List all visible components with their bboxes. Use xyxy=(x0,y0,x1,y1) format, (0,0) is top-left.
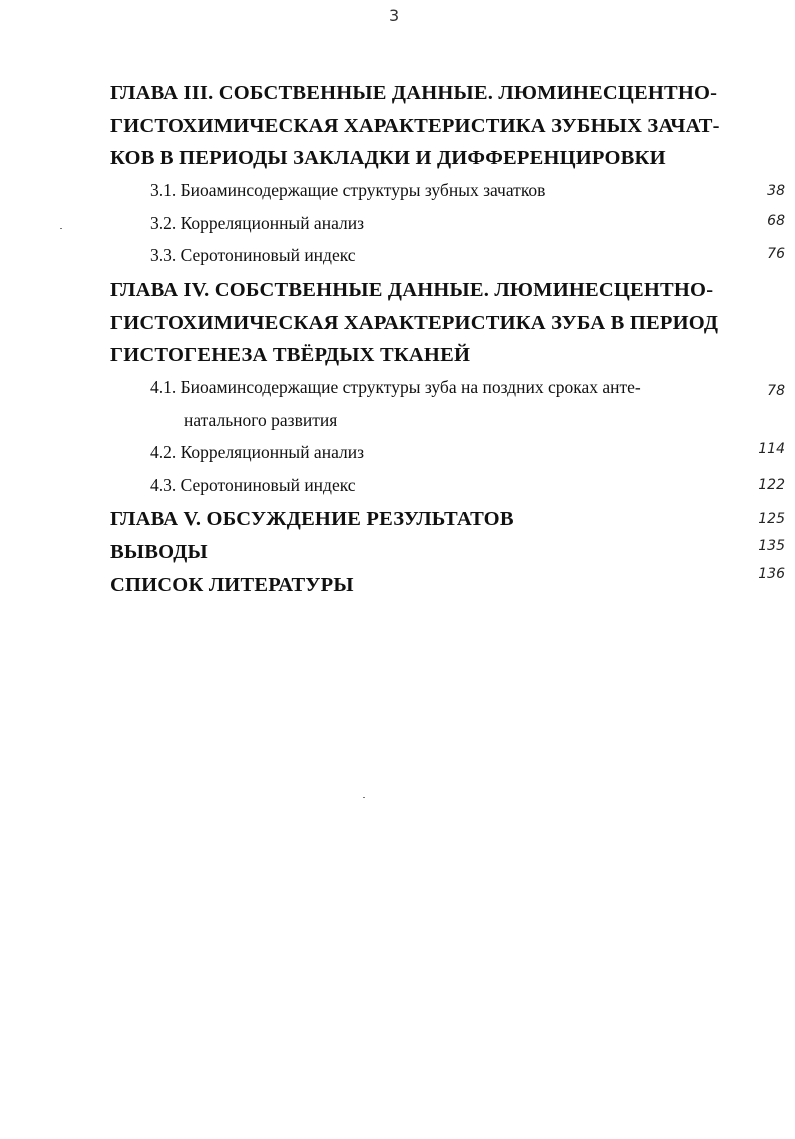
chapter-4-title-line-1: ГЛАВА IV. СОБСТВЕННЫЕ ДАННЫЕ. ЛЮМИНЕСЦЕНТНО- xyxy=(110,279,714,301)
chapter-3-title-line-3: КОВ В ПЕРИОДЫ ЗАКЛАДКИ И ДИФФЕРЕНЦИРОВКИ xyxy=(110,147,666,169)
toc-page-4-3: 122 xyxy=(758,477,785,493)
toc-entry-3-1: 3.1. Биоаминсодержащие структуры зубных зачатков xyxy=(150,180,546,200)
toc-entry-4-1-continued: натального развития xyxy=(184,410,338,430)
toc-page-3-2: 68 xyxy=(767,213,785,229)
toc-entry-3-3: 3.3. Серотониновый индекс xyxy=(150,245,356,265)
toc-entry-3-2: 3.2. Корреляционный анализ xyxy=(150,213,364,233)
toc-page-conclusions: 135 xyxy=(758,538,785,554)
scan-speck xyxy=(60,228,62,229)
toc-entry-4-1: 4.1. Биоаминсодержащие структуры зуба на поздних сроках анте- xyxy=(150,377,641,397)
chapter-4-title-line-3: ГИСТОГЕНЕЗА ТВЁРДЫХ ТКАНЕЙ xyxy=(110,344,471,366)
toc-page-4-1: 78 xyxy=(767,383,785,399)
toc-page-references: 136 xyxy=(758,566,785,582)
page-number: 3 xyxy=(389,6,400,25)
chapter-3-title-line-2: ГИСТОХИМИЧЕСКАЯ ХАРАКТЕРИСТИКА ЗУБНЫХ ЗАЧАТ- xyxy=(110,115,720,137)
toc-page-3-1: 38 xyxy=(767,183,785,199)
toc-chapter-5: ГЛАВА V. ОБСУЖДЕНИЕ РЕЗУЛЬТАТОВ xyxy=(110,508,514,530)
scan-speck xyxy=(363,797,365,798)
chapter-4-title-line-2: ГИСТОХИМИЧЕСКАЯ ХАРАКТЕРИСТИКА ЗУБА В ПЕРИОД xyxy=(110,312,719,334)
toc-references: СПИСОК ЛИТЕРАТУРЫ xyxy=(110,574,354,596)
toc-entry-4-3: 4.3. Серотониновый индекс xyxy=(150,475,356,495)
toc-page-3-3: 76 xyxy=(767,246,785,262)
toc-page-4-2: 114 xyxy=(758,441,785,457)
chapter-3-title-line-1: ГЛАВА III. СОБСТВЕННЫЕ ДАННЫЕ. ЛЮМИНЕСЦЕНТНО- xyxy=(110,82,718,104)
toc-entry-4-2: 4.2. Корреляционный анализ xyxy=(150,442,364,462)
toc-page-chapter-5: 125 xyxy=(758,511,785,527)
toc-conclusions: ВЫВОДЫ xyxy=(110,541,208,563)
